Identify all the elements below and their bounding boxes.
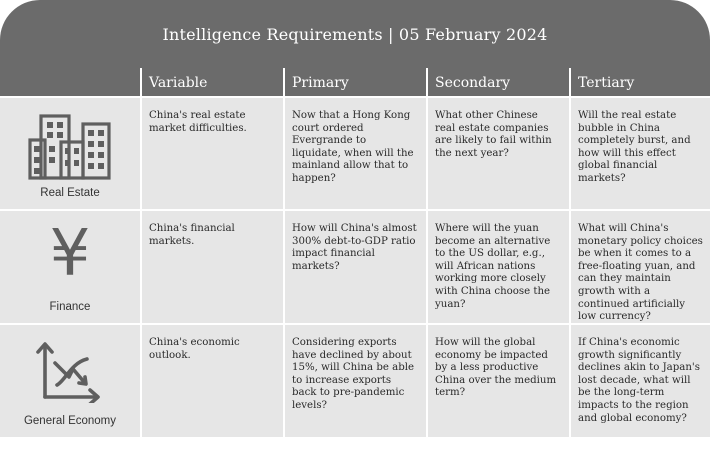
cell-general-economy-primary: Considering exports have declined by about 15%, will China be able to increase exports back to pre-pandemic levels? [285,325,426,437]
cell-general-economy-variable: China's economic outlook. [142,325,283,437]
row-header-real-estate [0,98,140,209]
buildings-icon [0,110,140,186]
cell-finance-tertiary: What will China's monetary policy choices be when it comes to a free-floating yuan, and can they maintain growth with a continued artificially low currency? [571,211,710,323]
column-header-primary: Primary [285,68,426,96]
cell-finance-secondary: Where will the yuan become an alternative to the US dollar, e.g., will African nations working more closely with China choose the yuan? [428,211,569,323]
row-label-finance: Finance [49,301,91,313]
requirements-table [0,68,710,437]
column-header-secondary: Secondary [428,68,569,96]
row-label-real-estate: Real Estate [40,187,100,199]
yen-icon: ¥ [49,217,91,291]
column-header-variable: Variable [142,68,283,96]
header-corner [0,68,140,96]
cell-real-estate-variable: China's real estate market difficulties. [142,98,283,209]
row-label-general-economy: General Economy [23,415,117,427]
page-title: Intelligence Requirements | 05 February 2024 [162,24,548,44]
cell-general-economy-tertiary: If China's economic growth significantly declines akin to Japan's lost decade, what will be the long-term impacts to the region and global economy? [571,325,710,437]
cell-finance-primary: How will China's almost 300% debt-to-GDP ratio impact financial markets? [285,211,426,323]
cell-real-estate-tertiary: Will the real estate bubble in China completely burst, and how will this effect global financial markets? [571,98,710,209]
row-header-finance [0,211,140,323]
row-header-general-economy [0,325,140,437]
cell-real-estate-primary: Now that a Hong Kong court ordered Evergrande to liquidate, when will the mainland allow that to happen? [285,98,426,209]
declining-chart-icon [0,337,140,407]
cell-finance-variable: China's financial markets. [142,211,283,323]
cell-real-estate-secondary: What other Chinese real estate companies are likely to fail within the next year? [428,98,569,209]
title-banner [0,0,710,68]
cell-general-economy-secondary: How will the global economy be impacted by a less productive China over the medium term? [428,325,569,437]
column-header-tertiary: Tertiary [571,68,710,96]
